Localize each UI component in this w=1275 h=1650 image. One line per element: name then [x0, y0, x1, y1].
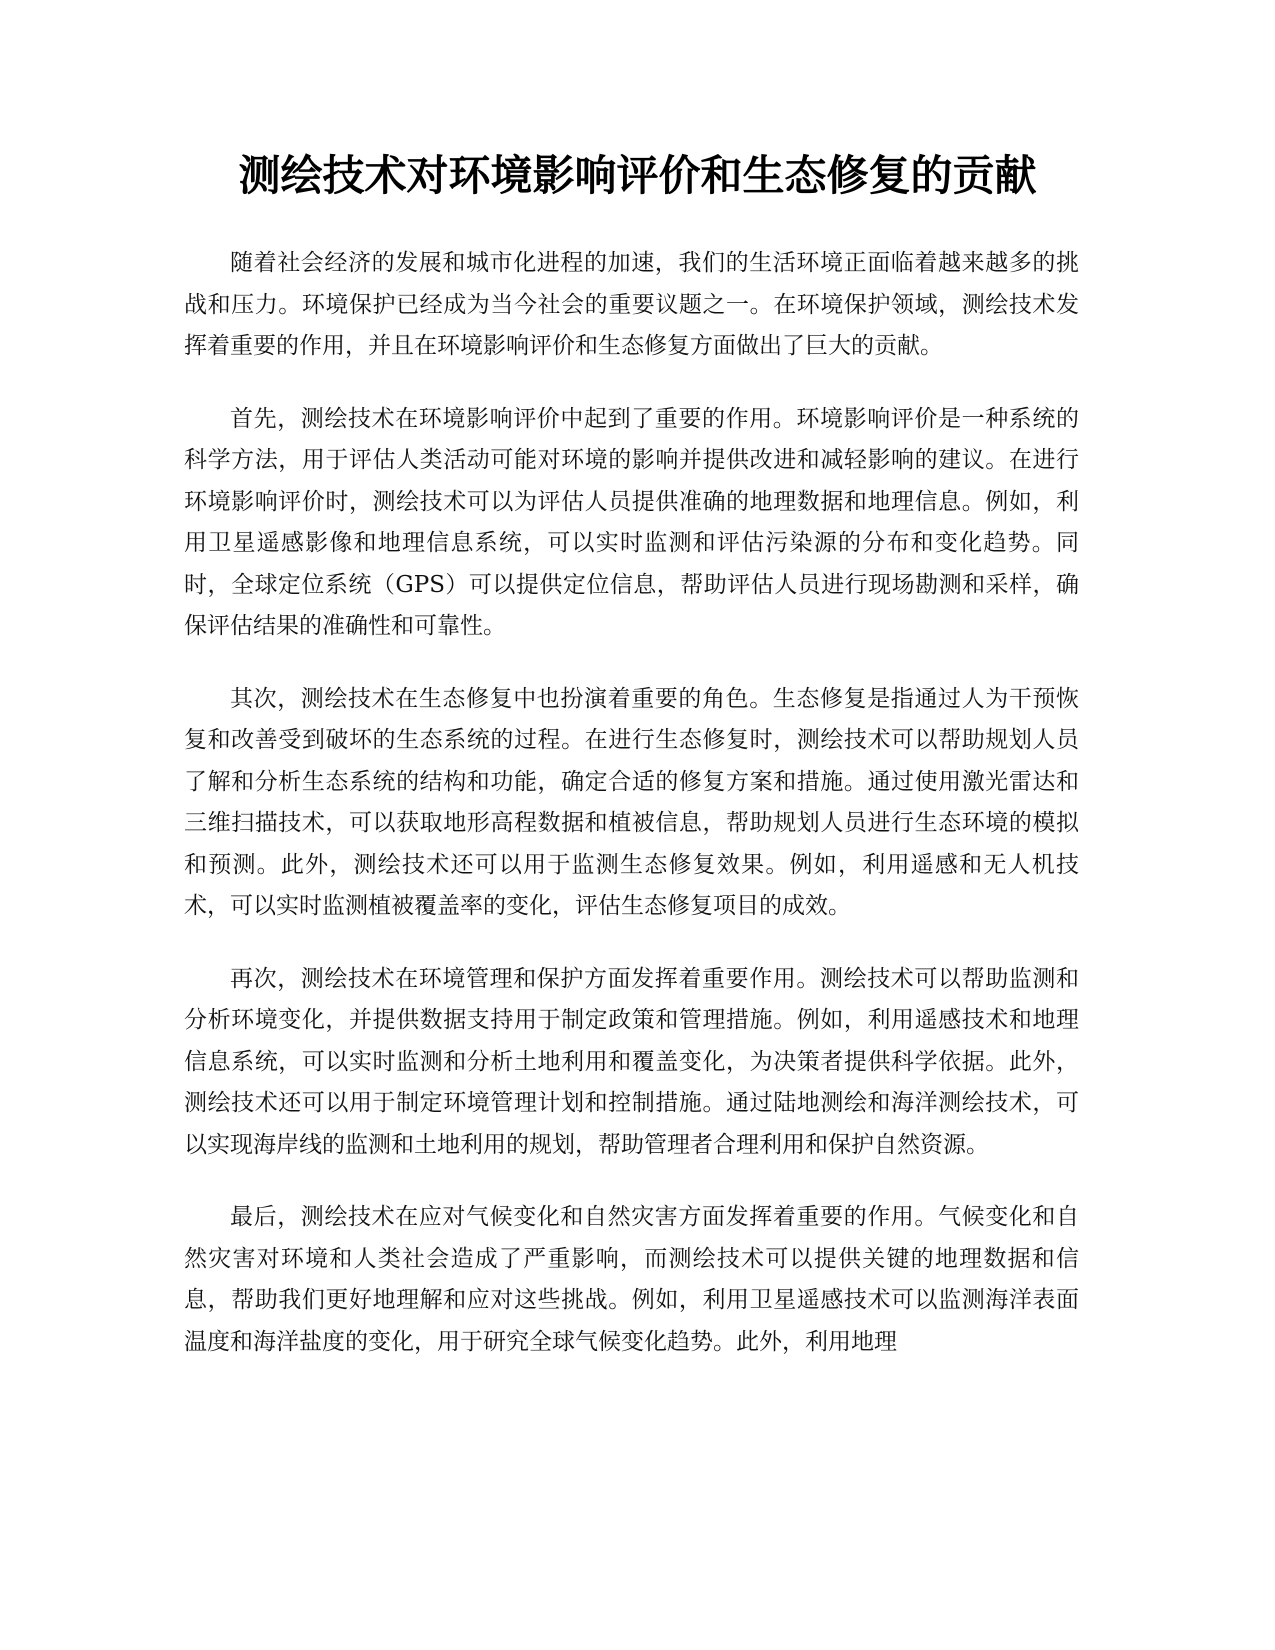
document-title: 测绘技术对环境影响评价和生态修复的贡献	[238, 151, 1037, 200]
paragraph-environmental-management: 再次，测绘技术在环境管理和保护方面发挥着重要作用。测绘技术可以帮助监测和分析环境变化，并提供数据支持用于制定政策和管理措施。例如，利用遥感技术和地理信息系统，可以实时监测和分析土地利用和覆盖变化，为决策者提供科学依据。此外，测绘技术还可以用于制定环境管理计划和控制措施。通过陆地测绘和海洋测绘技术，可以实现海岸线的监测和土地利用的规划，帮助管理者合理利用和保护自然资源。	[184, 965, 1079, 1158]
paragraph-ecological-restoration: 其次，测绘技术在生态修复中也扮演着重要的角色。生态修复是指通过人为干预恢复和改善受到破坏的生态系统的过程。在进行生态修复时，测绘技术可以帮助规划人员了解和分析生态系统的结构和功能，确定合适的修复方案和措施。通过使用激光雷达和三维扫描技术，可以获取地形高程数据和植被信息，帮助规划人员进行生态环境的模拟和预测。此外，测绘技术还可以用于监测生态修复效果。例如，利用遥感和无人机技术，可以实时监测植被覆盖率的变化，评估生态修复项目的成效。	[184, 685, 1079, 919]
paragraph-intro: 随着社会经济的发展和城市化进程的加速，我们的生活环境正面临着越来越多的挑战和压力。环境保护已经成为当今社会的重要议题之一。在环境保护领域，测绘技术发挥着重要的作用，并且在环境影响评价和生态修复方面做出了巨大的贡献。	[184, 250, 1079, 359]
paragraph-climate-disaster: 最后，测绘技术在应对气候变化和自然灾害方面发挥着重要的作用。气候变化和自然灾害对环境和人类社会造成了严重影响，而测绘技术可以提供关键的地理数据和信息，帮助我们更好地理解和应对这些挑战。例如，利用卫星遥感技术可以监测海洋表面温度和海洋盐度的变化，用于研究全球气候变化趋势。此外，利用地理	[184, 1204, 1079, 1355]
paragraph-impact-assessment: 首先，测绘技术在环境影响评价中起到了重要的作用。环境影响评价是一种系统的科学方法，用于评估人类活动可能对环境的影响并提供改进和减轻影响的建议。在进行环境影响评价时，测绘技术可以为评估人员提供准确的地理数据和地理信息。例如，利用卫星遥感影像和地理信息系统，可以实时监测和评估污染源的分布和变化趋势。同时，全球定位系统（GPS）可以提供定位信息，帮助评估人员进行现场勘测和采样，确保评估结果的准确性和可靠性。	[184, 405, 1079, 639]
document-body	[184, 243, 1079, 1394]
